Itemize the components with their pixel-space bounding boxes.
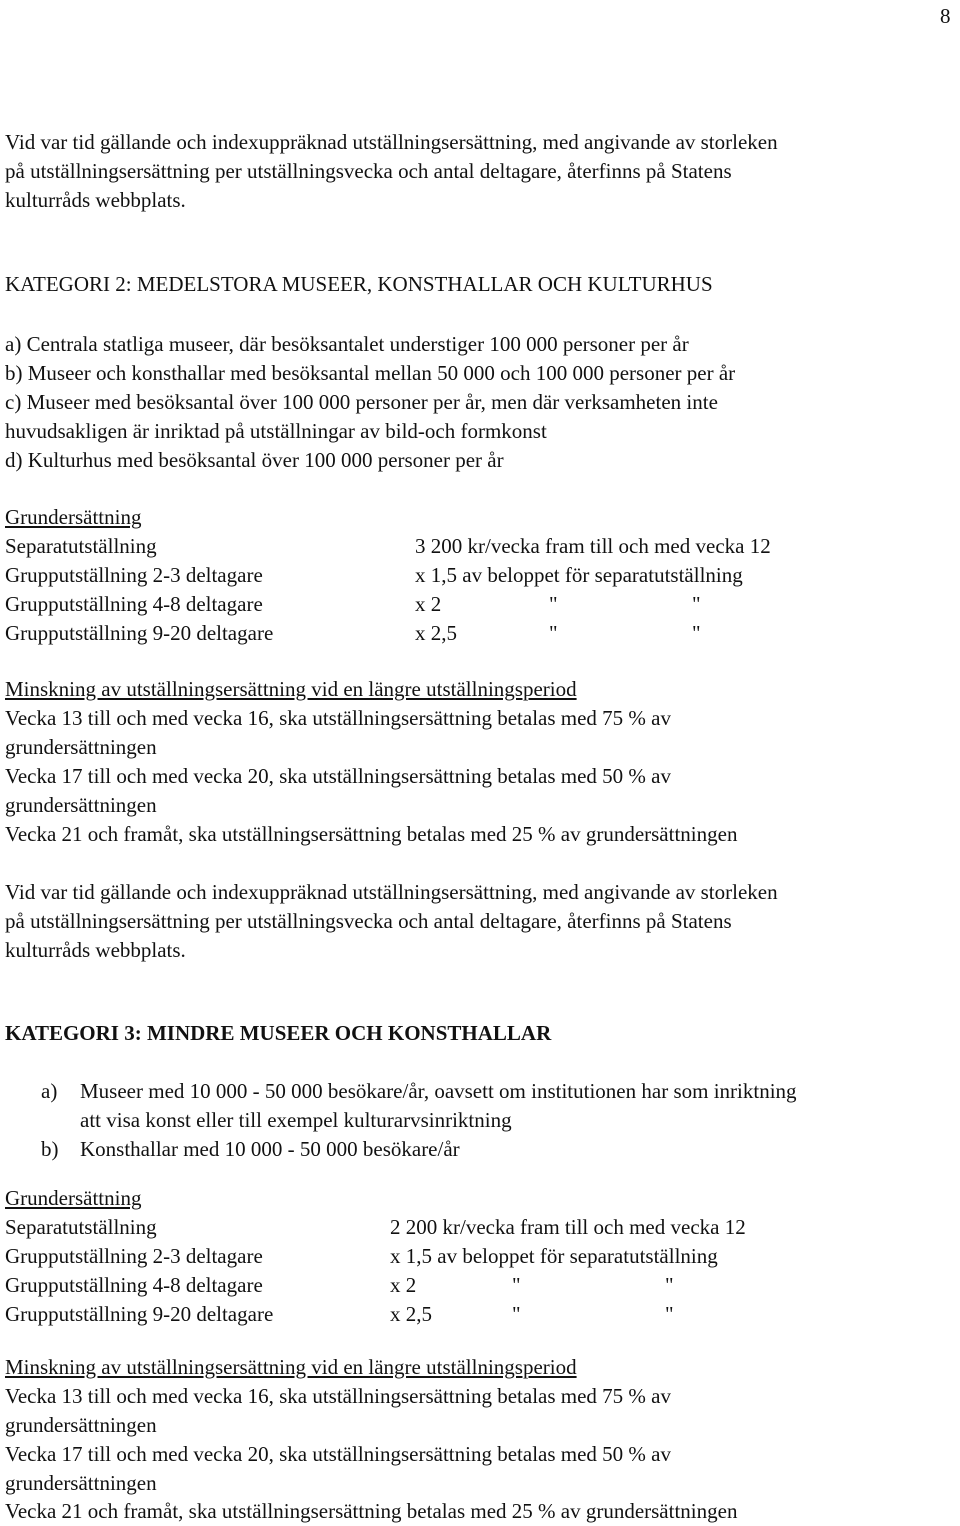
ditto-mark: " (692, 621, 701, 645)
rate-value: x 2,5 (415, 621, 457, 645)
category3-reduction-line: Vecka 17 till och med vecka 20, ska utställningsersättning betalas med 50 % av (5, 1442, 671, 1466)
category2-reduction-heading: Minskning av utställningsersättning vid en längre utställningsperiod (5, 677, 577, 701)
category3-reduction-line: Vecka 13 till och med vecka 16, ska utställningsersättning betalas med 75 % av (5, 1384, 671, 1408)
category3-grund-heading: Grundersättning (5, 1186, 142, 1210)
rate-value: 3 200 kr/vecka fram till och med vecka 12 (415, 534, 771, 558)
list-item-text: Museer med 10 000 - 50 000 besökare/år, oavsett om institutionen har som inriktning (80, 1079, 797, 1103)
rate-value: x 2,5 (390, 1302, 432, 1326)
rate-value: x 1,5 av beloppet för separatutställning (415, 563, 743, 587)
category2-item: c) Museer med besöksantal över 100 000 personer per år, men där verksamheten inte (5, 390, 718, 414)
rate-label: Grupputställning 9-20 deltagare (5, 1302, 274, 1326)
category2-item: huvudsakligen är inriktad på utställningar av bild-och formkonst (5, 419, 547, 443)
intro-line: kulturråds webbplats. (5, 188, 186, 212)
ditto-mark: " (692, 592, 701, 616)
page-number: 8 (940, 4, 951, 28)
rate-value: x 2 (415, 592, 442, 616)
category3-item (5, 1135, 960, 1164)
category2-item: b) Museer och konsthallar med besöksantal mellan 50 000 och 100 000 personer per år (5, 361, 736, 385)
list-marker: a) (41, 1079, 58, 1103)
ditto-mark: " (665, 1302, 674, 1326)
ditto-mark: " (549, 592, 558, 616)
rate-label: Grupputställning 4-8 deltagare (5, 592, 263, 616)
category3-reduction-line: Vecka 21 och framåt, ska utställningsersättning betalas med 25 % av grundersättningen (5, 1499, 738, 1523)
category2-closing-line: på utställningsersättning per utställningsvecka och antal deltagare, återfinns på Statens (5, 909, 732, 933)
rate-value: x 2 (390, 1273, 417, 1297)
list-item-text: att visa konst eller till exempel kulturarvsinriktning (80, 1108, 512, 1132)
category2-closing-line: kulturråds webbplats. (5, 938, 186, 962)
rate-label: Grupputställning 2-3 deltagare (5, 563, 263, 587)
rate-label: Grupputställning 2-3 deltagare (5, 1244, 263, 1268)
category2-reduction-line: Vecka 13 till och med vecka 16, ska utställningsersättning betalas med 75 % av (5, 706, 671, 730)
category3-item-continued (5, 1106, 960, 1135)
rate-label: Separatutställning (5, 1215, 157, 1239)
category3-reduction-heading: Minskning av utställningsersättning vid en längre utställningsperiod (5, 1355, 577, 1379)
rate-label: Grupputställning 4-8 deltagare (5, 1273, 263, 1297)
rate-label: Separatutställning (5, 534, 157, 558)
category2-heading: KATEGORI 2: MEDELSTORA MUSEER, KONSTHALLAR OCH KULTURHUS (5, 272, 713, 296)
rate-value: 2 200 kr/vecka fram till och med vecka 12 (390, 1215, 746, 1239)
category2-grund-heading: Grundersättning (5, 505, 142, 529)
category3-reduction-line: grundersättningen (5, 1471, 157, 1495)
category2-reduction-line: Vecka 21 och framåt, ska utställningsersättning betalas med 25 % av grundersättningen (5, 822, 738, 846)
rate-label: Grupputställning 9-20 deltagare (5, 621, 274, 645)
rate-value: x 1,5 av beloppet för separatutställning (390, 1244, 718, 1268)
intro-line: på utställningsersättning per utställningsvecka och antal deltagare, återfinns på Statens (5, 159, 732, 183)
ditto-mark: " (665, 1273, 674, 1297)
category3-heading: KATEGORI 3: MINDRE MUSEER OCH KONSTHALLAR (5, 1021, 552, 1045)
ditto-mark: " (549, 621, 558, 645)
intro-line: Vid var tid gällande och indexuppräknad utställningsersättning, med angivande av storleken (5, 130, 778, 154)
category2-reduction-line: grundersättningen (5, 793, 157, 817)
category2-reduction-line: Vecka 17 till och med vecka 20, ska utställningsersättning betalas med 50 % av (5, 764, 671, 788)
list-marker: b) (41, 1137, 59, 1161)
category2-item: a) Centrala statliga museer, där besöksantalet understiger 100 000 personer per år (5, 332, 689, 356)
category2-reduction-line: grundersättningen (5, 735, 157, 759)
category3-reduction-line: grundersättningen (5, 1413, 157, 1437)
ditto-mark: " (512, 1302, 521, 1326)
ditto-mark: " (512, 1273, 521, 1297)
category3-item (5, 1077, 960, 1106)
category2-item: d) Kulturhus med besöksantal över 100 000 personer per år (5, 448, 504, 472)
category2-closing-line: Vid var tid gällande och indexuppräknad utställningsersättning, med angivande av storleken (5, 880, 778, 904)
list-item-text: Konsthallar med 10 000 - 50 000 besökare/år (80, 1137, 460, 1161)
